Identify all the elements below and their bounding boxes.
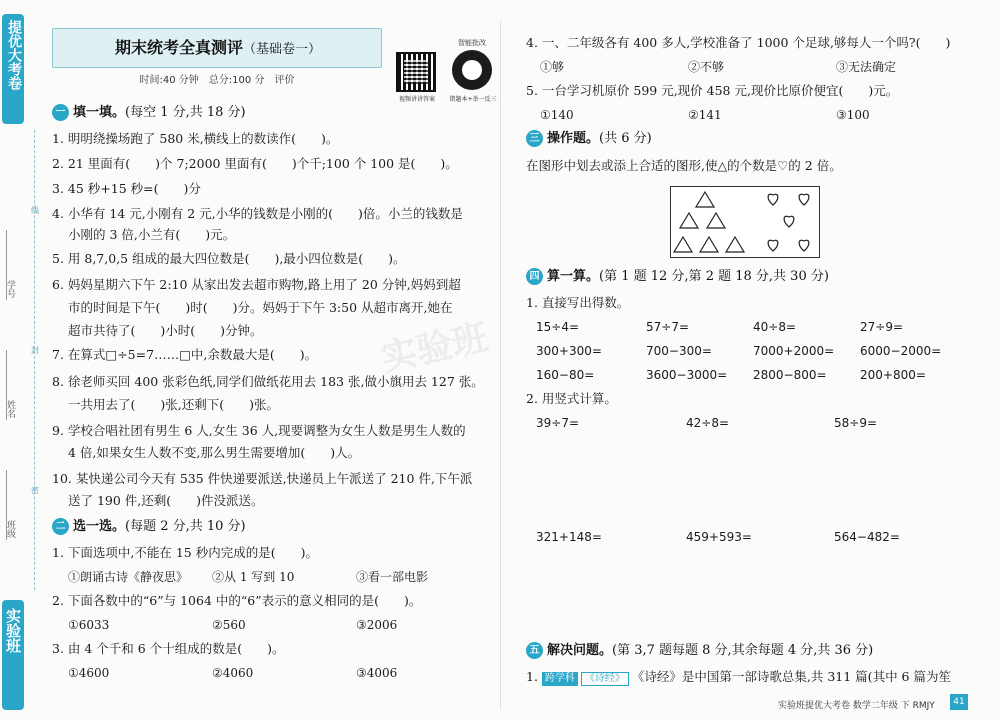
question-line: 3. 由 4 个千和 6 个十组成的数是( )。: [52, 641, 285, 656]
cross-subject-tag: 跨学科: [542, 672, 578, 686]
badge-title: 智能批改: [458, 39, 486, 47]
smart-grading-icon[interactable]: [452, 50, 492, 90]
choice-option[interactable]: ②4060: [212, 666, 254, 680]
triangle-icon: [674, 237, 692, 252]
brand-logo-bottom: [2, 600, 24, 710]
choice-option[interactable]: ③2006: [356, 618, 398, 632]
question-line: 2. 21 里面有( )个 7;2000 里面有( )个千;100 个 100 是( )。: [52, 156, 458, 171]
choice-option[interactable]: ①6033: [68, 618, 110, 632]
question-line: 5. 一台学习机原价 599 元,现价 458 元,现价比原价便宜( )元。: [526, 83, 899, 98]
page-divider: [500, 20, 501, 710]
choice-option[interactable]: ③看一部电影: [356, 570, 429, 584]
question-line: 1. 下面选项中,不能在 15 秒内完成的是( )。: [52, 545, 318, 560]
side-binding-strip: [0, 0, 44, 720]
question-line: 9. 学校合唱社团有男生 6 人,女生 36 人,现要调整为女生人数是男生人数的: [52, 423, 466, 438]
field-label-id: 学号: [5, 280, 15, 298]
qr-label: 视频讲讲答案: [398, 96, 435, 103]
brand-logo-top: [2, 14, 24, 124]
exam-meta: 时间:40 分钟 总分:100 分 评价: [139, 75, 295, 86]
mental-calc-item: 15÷4=: [536, 320, 580, 334]
heart-icon: [768, 240, 778, 251]
question-line: 1. 跨学科 《诗经》 《诗经》是中国第一部诗歌总集,共 311 篇(其中 6 篇为笙: [526, 669, 951, 684]
field-line-id[interactable]: [6, 230, 24, 300]
question-line: 2. 下面各数中的“6”与 1064 中的“6”表示的意义相同的是( )。: [52, 593, 422, 608]
question-line: 市的时间是下午( )时( )分。妈妈于下午 3:50 从超市离开,她在: [68, 300, 453, 315]
brand-logo-bottom-text: 实验班: [4, 608, 22, 653]
mental-calc-item: 7000+2000=: [753, 344, 835, 358]
title-main: 期末统考全真测评: [114, 38, 243, 57]
section-operation-heading: [526, 130, 652, 148]
section-note: (第 3,7 题每题 8 分,其余每题 4 分,共 36 分): [612, 643, 874, 658]
question-line: 3. 45 秒+15 秒=( )分: [52, 181, 201, 196]
title-sub: （基础卷一）: [243, 42, 322, 57]
mental-calc-item: 300+300=: [536, 344, 602, 358]
choice-option[interactable]: ①朗诵古诗《静夜思》: [68, 570, 189, 584]
choice-option[interactable]: ②从 1 写到 10: [212, 570, 295, 584]
mental-calc-item: 40÷8=: [753, 320, 797, 334]
field-label-name: 姓名: [5, 400, 15, 418]
choice-option[interactable]: ①4600: [68, 666, 110, 680]
question-line: 4. 一、二年级各有 400 多人,学校准备了 1000 个足球,够每人一个吗?( ): [526, 35, 951, 50]
section-title: 算一算。: [547, 269, 600, 284]
question-line: 送了 190 件,还剩( )件没派送。: [68, 493, 264, 508]
question-line: 5. 用 8,7,0,5 组成的最大四位数是( ),最小四位数是( )。: [52, 251, 406, 266]
section-title: 填一填。: [73, 105, 126, 120]
mental-calc-item: 700−300=: [646, 344, 712, 358]
choice-option[interactable]: ②不够: [688, 60, 725, 74]
question-line: 4 倍,如果女生人数不变,那么男生需要增加( )人。: [68, 445, 361, 460]
cut-mark: 密: [31, 486, 39, 495]
section-fill-heading: [52, 104, 246, 122]
question-line: 一共用去了( )张,还剩下( )张。: [68, 397, 279, 412]
mental-calc-item: 6000−2000=: [860, 344, 942, 358]
heart-icon: [799, 240, 809, 251]
vertical-calc-item: 459+593=: [686, 530, 752, 544]
section-note: (每题 2 分,共 10 分): [125, 519, 246, 534]
vertical-calc-item: 321+148=: [536, 530, 602, 544]
heart-icon: [768, 194, 778, 205]
watermark: 实验班: [377, 317, 492, 380]
question-line: 1. 直接写出得数。: [526, 295, 630, 310]
choice-option[interactable]: ②141: [688, 108, 722, 122]
topic-tag: 《诗经》: [581, 672, 629, 686]
section-problem-heading: [526, 642, 873, 660]
footer-text: 实验班提优大考卷 数学二年级 下 RMJY: [778, 701, 935, 711]
question-line: 2. 用竖式计算。: [526, 391, 617, 406]
field-line-name[interactable]: [6, 350, 24, 420]
exam-header: [52, 28, 497, 103]
choice-option[interactable]: ③无法确定: [836, 60, 897, 74]
badge-label: 错题本+举一反三: [449, 96, 497, 103]
qr-code-icon[interactable]: [396, 52, 436, 92]
mental-calc-item: 27÷9=: [860, 320, 904, 334]
field-label-class: 班级: [5, 520, 15, 538]
heart-icon: [799, 194, 809, 205]
brand-logo-top-text: 提优大考卷: [6, 20, 22, 90]
question-line: 小刚的 3 倍,小兰有( )元。: [68, 227, 236, 242]
vertical-calc-item: 42÷8=: [686, 416, 730, 430]
section-number-icon: 四: [526, 268, 543, 285]
section-note: (共 6 分): [599, 131, 652, 146]
page-title: [53, 35, 383, 58]
page-number: 41: [950, 694, 968, 710]
section-calc-heading: [526, 268, 829, 286]
question-line: 4. 小华有 14 元,小刚有 2 元,小华的钱数是小刚的( )倍。小兰的钱数是: [52, 206, 463, 221]
field-line-class[interactable]: [6, 470, 24, 540]
shape-figure[interactable]: [670, 186, 820, 258]
shapes-svg: [671, 187, 821, 259]
section-note: (每空 1 分,共 18 分): [125, 105, 246, 120]
question-line: 超市共待了( )小时( )分钟。: [68, 323, 263, 338]
vertical-calc-item: 39÷7=: [536, 416, 580, 430]
section-choice-heading: [52, 518, 246, 536]
section-number-icon: 五: [526, 642, 543, 659]
section-note: (第 1 题 12 分,第 2 题 18 分,共 30 分): [599, 269, 829, 284]
section-title: 选一选。: [73, 519, 126, 534]
problem-text: 《诗经》是中国第一部诗歌总集,共 311 篇(其中 6 篇为笙: [631, 669, 951, 684]
choice-option[interactable]: ①够: [540, 60, 565, 74]
choice-option[interactable]: ②560: [212, 618, 246, 632]
vertical-calc-item: 58÷9=: [834, 416, 878, 430]
question-line: 6. 妈妈星期六下午 2:10 从家出发去超市购物,路上用了 20 分钟,妈妈到超: [52, 277, 461, 292]
choice-option[interactable]: ③100: [836, 108, 870, 122]
question-line: 8. 徐老师买回 400 张彩色纸,同学们做纸花用去 183 张,做小旗用去 127 张。: [52, 374, 484, 389]
title-box: [52, 28, 382, 68]
triangle-icon: [726, 237, 744, 252]
triangle-icon: [696, 192, 714, 207]
question-line: 10. 某快递公司今天有 535 件快递要派送,快递员上午派送了 210 件,下午派: [52, 471, 473, 486]
section-number-icon: 三: [526, 130, 543, 147]
section-number-icon: 一: [52, 104, 69, 121]
question-line: 7. 在算式□÷5=7……□中,余数最大是( )。: [52, 347, 318, 362]
heart-icon: [784, 216, 794, 227]
section-title: 解决问题。: [547, 643, 613, 658]
question-line: 在图形中划去或添上合适的图形,使△的个数是♡的 2 倍。: [526, 158, 842, 173]
vertical-calc-item: 564−482=: [834, 530, 900, 544]
choice-option[interactable]: ①140: [540, 108, 574, 122]
triangle-icon: [700, 237, 718, 252]
cut-mark: 封: [31, 346, 39, 355]
choice-option[interactable]: ③4006: [356, 666, 398, 680]
section-number-icon: 二: [52, 518, 69, 535]
mental-calc-item: 160−80=: [536, 368, 595, 382]
triangle-icon: [707, 213, 725, 228]
cut-mark: 线: [31, 206, 39, 215]
mental-calc-item: 2800−800=: [753, 368, 827, 382]
triangle-icon: [680, 213, 698, 228]
section-title: 操作题。: [547, 131, 600, 146]
mental-calc-item: 3600−3000=: [646, 368, 728, 382]
mental-calc-item: 57÷7=: [646, 320, 690, 334]
mental-calc-item: 200+800=: [860, 368, 926, 382]
question-line: 1. 明明绕操场跑了 580 米,横线上的数读作( )。: [52, 131, 339, 146]
cut-line: [34, 130, 35, 590]
